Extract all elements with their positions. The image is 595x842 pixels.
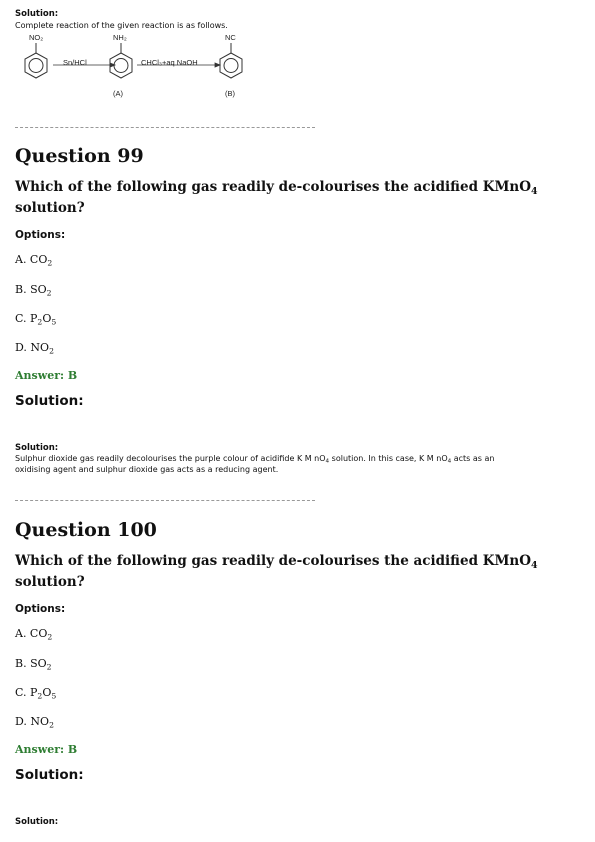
reagent-2-label: CHCl₃+aq NaOH [141,58,198,67]
top-solution-heading: Solution: [15,9,59,19]
option-d: D. $NO_2$ [15,715,54,730]
product-b-group-label: NC [225,33,236,42]
solution-small-heading: Solution: [15,817,59,827]
question-text-sub: 4 [530,559,538,571]
solution-small-heading: Solution: [15,443,59,453]
option-c: C. $P_2O_5$ [15,312,57,327]
product-a-label: (A) [113,89,123,98]
options-label: Options: [15,603,66,615]
question-text-line2: solution? [15,200,85,216]
question-text-line2: solution? [15,574,85,590]
reaction-diagram [15,33,315,103]
question-title: Question 100 [15,519,157,541]
question-text-main: Which of the following gas readily de-colourises the acidified KMnO [15,179,531,195]
solution-text: Sulphur dioxide gas readily decolourises the purple colour of acidifide K M $nO_4$ solution. In this case, K M $nO_4$ acts as an oxidising agent and sulphur dioxide gas acts as a reducing agent. [15,454,495,474]
solution-heading: Solution: [15,393,84,409]
divider [15,127,315,128]
question-text [15,551,575,593]
benzene-ring-product-b [220,43,242,78]
option-a: A. $CO_2$ [15,253,53,268]
question-text-main: Which of the following gas readily de-colourises the acidified KMnO [15,553,531,569]
option-b: B. $SO_2$ [15,657,52,672]
answer-text: Answer: B [15,743,78,756]
reagent-1-label: Sn/HCl [63,58,87,67]
divider [15,500,315,501]
question-text-sub: 4 [530,185,538,197]
question-text [15,177,575,219]
product-a-group-label: NH₂ [113,33,127,42]
product-b-label: (B) [225,89,235,98]
option-b: B. $SO_2$ [15,283,52,298]
top-solution-text: Complete reaction of the given reaction is as follows. [15,21,228,30]
solution-heading: Solution: [15,767,84,783]
benzene-ring-reactant [25,43,47,78]
reactant-group-label: NO₂ [29,33,44,42]
option-d: D. $NO_2$ [15,341,54,356]
options-label: Options: [15,229,66,241]
question-title: Question 99 [15,145,144,167]
answer-text: Answer: B [15,369,78,382]
option-c: C. $P_2O_5$ [15,686,57,701]
option-a: A. $CO_2$ [15,627,53,642]
benzene-ring-product-a [110,43,132,78]
